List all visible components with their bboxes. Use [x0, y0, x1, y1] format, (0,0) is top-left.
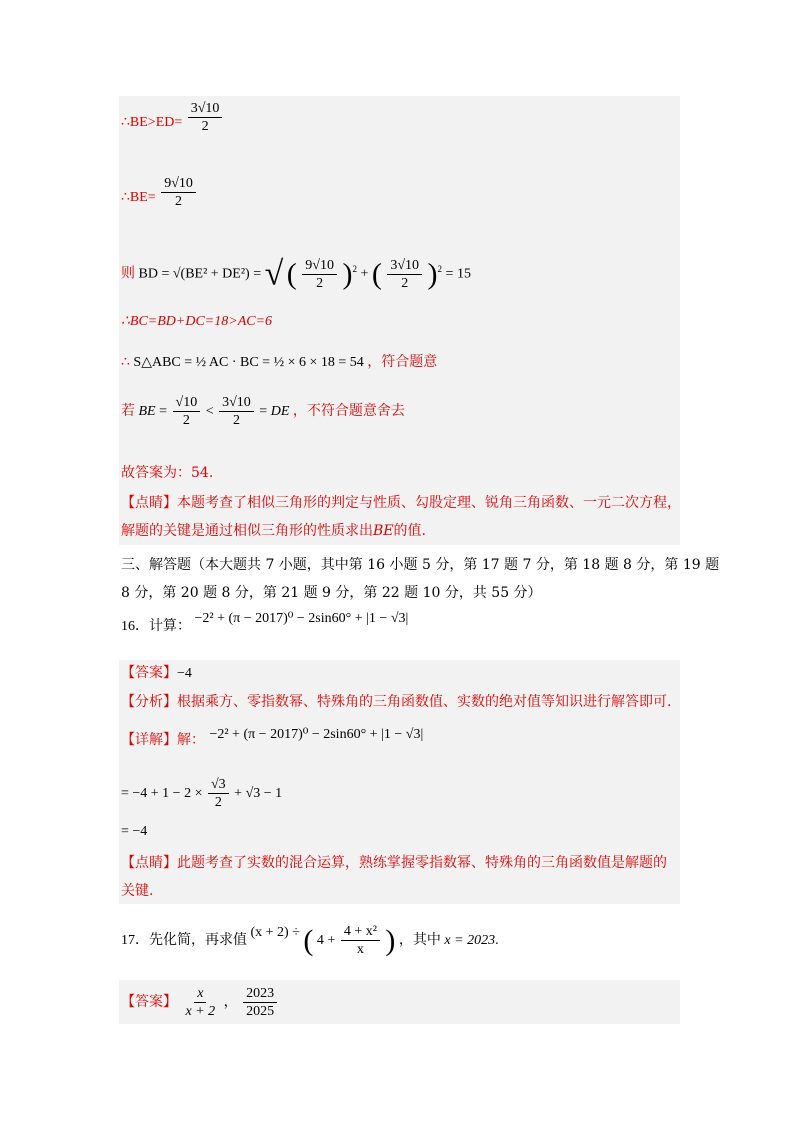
equation: = −4 + 1 − 2 × — [121, 786, 203, 801]
answer-value: −4 — [177, 666, 192, 681]
denominator: 2 — [182, 413, 190, 429]
equation: −2² + (π − 2017)⁰ − 2sin60° + |1 − √3| — [209, 727, 424, 742]
fraction — [243, 985, 277, 1020]
text: . — [495, 933, 499, 948]
denominator: x + 2 — [185, 1004, 216, 1020]
question-label: 17．先化简，再求值 — [121, 933, 247, 948]
fraction — [173, 394, 201, 429]
text: ，其中 — [398, 933, 441, 948]
fraction — [302, 257, 337, 292]
q16-detail — [121, 725, 423, 755]
solution-line-6: 若 BE = $\frac{√10}{2}$ < $\frac{3√10}{2}$ = DE ，不符合题意舍去 — [121, 395, 405, 429]
result: = 15 — [445, 266, 471, 282]
fraction — [183, 985, 219, 1020]
denominator: 2 — [232, 413, 240, 429]
q16-step-1 — [121, 772, 282, 816]
answer-tag: 【答案】 — [121, 995, 177, 1010]
numerator: 9√10 — [302, 257, 337, 275]
numerator: 4 + x² — [341, 923, 380, 941]
text: ∴BE>ED= — [121, 115, 183, 130]
comment-tag: 【点睛】 — [121, 855, 177, 871]
section-heading-line-1: 三、解答题（本大题共 7 小题，其中第 16 小题 5 分，第 17 题 7 分，第 18 题 8 分，第 19 题 — [121, 557, 720, 573]
equation: + √3 − 1 — [234, 786, 283, 801]
solution-line-5 — [121, 345, 437, 381]
text: 此题考查了实数的混合运算，熟练掌握零指数幂、特殊角的三角函数值是解题的 — [177, 855, 667, 871]
paren: ( — [286, 257, 297, 291]
numerator: 3√10 — [219, 394, 254, 412]
fraction — [219, 394, 254, 429]
numerator: 2023 — [243, 985, 277, 1003]
text: 若 — [121, 404, 135, 419]
denominator: 2 — [214, 795, 222, 811]
equation: (x + 2) ÷ — [250, 925, 300, 940]
answer-tag: 【答案】 — [121, 665, 177, 681]
q17-answer — [121, 983, 279, 1023]
solution-line-4: ∴BC=BD+DC=18>AC=6 — [121, 314, 273, 329]
question-label: 16．计算： — [121, 619, 191, 634]
solution-line-2 — [121, 178, 198, 218]
denominator: 2 — [401, 275, 409, 291]
numerator: 3√10 — [188, 100, 223, 118]
text: ，符合题意 — [367, 355, 438, 370]
paren: ( — [371, 257, 382, 291]
comment-line-1 — [121, 494, 681, 512]
text: ∴BE= — [121, 190, 156, 205]
q16-step-2: = −4 — [121, 824, 148, 839]
denominator: 2 — [316, 275, 324, 291]
equation: BD = √(BE² + DE²) = — [138, 266, 262, 282]
denominator: 2 — [201, 119, 209, 135]
fraction — [208, 776, 229, 811]
text: ∴ — [121, 355, 130, 370]
fraction — [161, 175, 196, 210]
text: BE — [373, 523, 394, 539]
numerator: √3 — [208, 776, 229, 794]
q16-answer — [121, 664, 192, 683]
q16-comment-line-2: 关键. — [121, 883, 154, 899]
q16-analysis — [121, 693, 671, 711]
numerator: √10 — [173, 394, 201, 412]
paren: ) — [385, 923, 396, 957]
q16-question — [121, 612, 408, 642]
paren: ( — [303, 923, 314, 957]
text: 解题的关键是通过相似三角形的性质求出 — [121, 523, 373, 539]
equation: 4 + — [316, 933, 336, 948]
equation: S△ABC = ½ AC · BC = ½ × 6 × 18 = 54 — [133, 355, 364, 370]
text: 解： — [177, 732, 205, 748]
text: 本题考查了相似三角形的判定与性质、勾股定理、锐角三角函数、一元二次方程， — [177, 495, 681, 511]
text: ，不符合题意舍去 — [292, 404, 405, 419]
comment-tag: 【点睛】 — [121, 495, 177, 511]
equation: x = 2023 — [444, 933, 496, 948]
equation: −2² + (π − 2017)⁰ − 2sin60° + |1 − √3| — [194, 611, 409, 626]
paren: ) — [427, 257, 438, 291]
denominator: 2025 — [246, 1004, 275, 1020]
comment-line-2 — [121, 522, 426, 540]
answer-line: 故答案为：54. — [121, 465, 214, 481]
separator: ， — [223, 995, 238, 1010]
paren: ) — [342, 257, 353, 291]
denominator: 2 — [175, 194, 183, 210]
denominator: x — [356, 942, 364, 958]
q17-question — [121, 918, 499, 964]
solution-line-3: 则 BD = √(BE² + DE²) = √ ( $\frac{9√10}{2}$ )$^2$ + ( $\frac{3√10}{2}$ )$^2$ = 15 — [121, 255, 471, 293]
fraction — [387, 257, 422, 292]
analysis-tag: 【分析】 — [121, 694, 177, 710]
section-heading-line-2: 8 分，第 20 题 8 分，第 21 题 9 分，第 22 题 10 分，共 55 分） — [121, 585, 542, 601]
numerator: 3√10 — [387, 257, 422, 275]
q16-comment-line-1 — [121, 854, 667, 872]
text: 的值. — [393, 523, 426, 539]
numerator: 9√10 — [161, 175, 196, 193]
fraction — [341, 923, 380, 958]
numerator: x — [194, 985, 206, 1003]
solution-line-1 — [121, 103, 224, 143]
fraction — [188, 100, 223, 135]
text: 根据乘方、零指数幂、特殊角的三角函数值、实数的绝对值等知识进行解答即可. — [177, 694, 672, 710]
detail-tag: 【详解】 — [121, 732, 177, 748]
text: 则 — [121, 266, 135, 282]
radical-sign: √ — [264, 255, 284, 293]
